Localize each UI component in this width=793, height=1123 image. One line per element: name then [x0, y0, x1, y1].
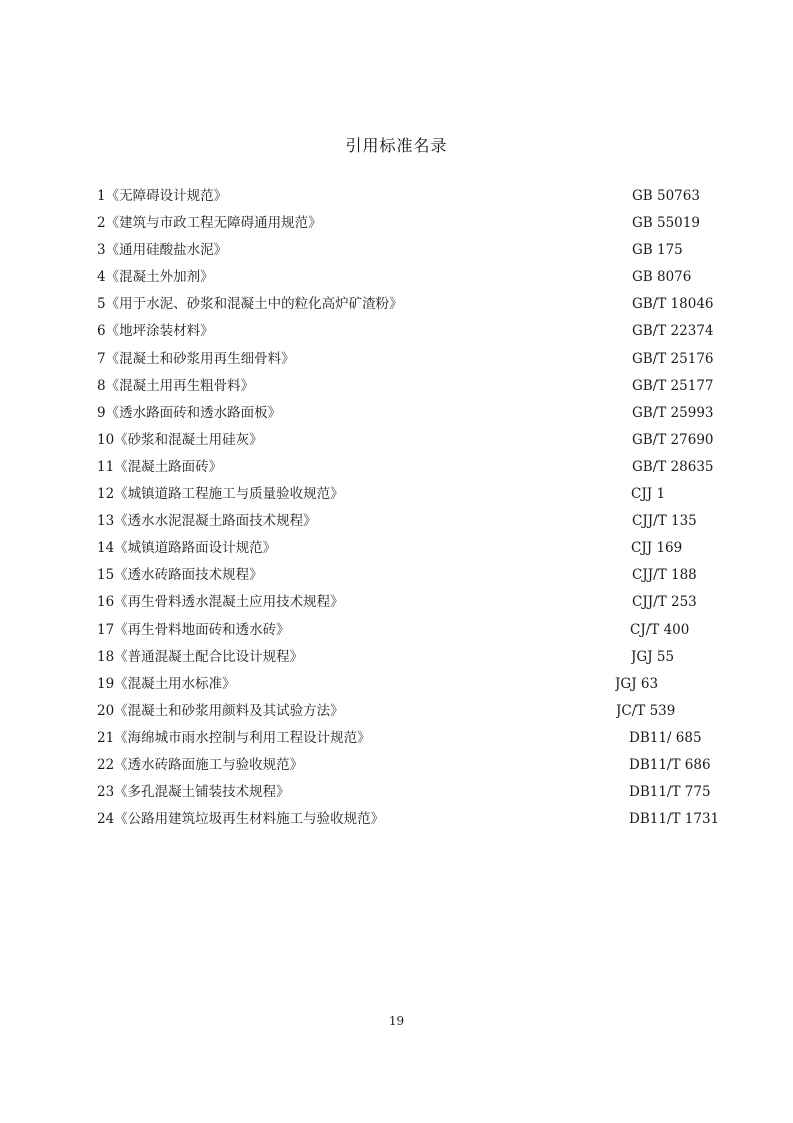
- standard-name: 19《混凝土用水标准》: [97, 675, 236, 692]
- standard-name: 7《混凝土和砂浆用再生细骨料》: [97, 350, 295, 367]
- standard-name: 24《公路用建筑垃圾再生材料施工与验收规范》: [97, 811, 385, 828]
- standard-code: GB/T 18046: [632, 296, 714, 313]
- list-item: [0, 400, 793, 427]
- standard-name: 12《城镇道路工程施工与质量验收规范》: [97, 486, 344, 503]
- list-item: [0, 725, 793, 752]
- standard-name: 14《城镇道路路面设计规范》: [97, 540, 277, 557]
- list-item: [0, 291, 793, 318]
- standard-name: 20《混凝土和砂浆用颜料及其试验方法》: [97, 702, 344, 719]
- standard-name: 5《用于水泥、砂浆和混凝土中的粒化高炉矿渣粉》: [97, 296, 403, 313]
- list-item: [0, 698, 793, 725]
- standard-code: GB/T 25993: [632, 404, 714, 421]
- standard-code: GB/T 25176: [632, 350, 714, 367]
- standard-name: 21《海绵城市雨水控制与利用工程设计规范》: [97, 729, 371, 746]
- standard-name: 15《透水砖路面技术规程》: [97, 567, 263, 584]
- list-item: [0, 535, 793, 562]
- list-item: [0, 779, 793, 806]
- list-item: [0, 806, 793, 833]
- standard-name: 13《透水水泥混凝土路面技术规程》: [97, 513, 317, 530]
- standard-code: GB 175: [632, 242, 683, 259]
- standard-name: 10《砂浆和混凝土用硅灰》: [97, 431, 263, 448]
- standard-code: GB/T 28635: [632, 458, 714, 475]
- standard-name: 8《混凝土用再生粗骨料》: [97, 377, 255, 394]
- list-item: [0, 427, 793, 454]
- standard-code: CJJ/T 135: [632, 513, 697, 530]
- list-item: [0, 183, 793, 210]
- list-item: [0, 752, 793, 779]
- standard-name: 6《地坪涂装材料》: [97, 323, 214, 340]
- list-item: [0, 644, 793, 671]
- standard-name: 16《再生骨料透水混凝土应用技术规程》: [97, 594, 344, 611]
- standard-code: JGJ 63: [615, 675, 659, 692]
- standard-name: 9《透水路面砖和透水路面板》: [97, 404, 282, 421]
- standard-name: 3《通用硅酸盐水泥》: [97, 242, 228, 259]
- standard-code: DB11/ 685: [629, 729, 702, 746]
- list-item: [0, 454, 793, 481]
- list-item: [0, 671, 793, 698]
- list-item: [0, 264, 793, 291]
- list-item: [0, 481, 793, 508]
- list-item: [0, 617, 793, 644]
- standard-name: 11《混凝土路面砖》: [97, 458, 223, 475]
- reference-standards-list: [0, 183, 793, 833]
- standard-name: 1《无障碍设计规范》: [97, 188, 228, 204]
- standard-name: 22《透水砖路面施工与验收规范》: [97, 756, 304, 773]
- page-number: 19: [388, 1014, 405, 1028]
- list-item: [0, 210, 793, 237]
- standard-code: DB11/T 686: [629, 756, 711, 773]
- list-item: [0, 237, 793, 264]
- standard-code: GB/T 27690: [632, 431, 714, 448]
- list-item: [0, 589, 793, 616]
- standard-code: GB 55019: [632, 215, 700, 232]
- standard-code: CJJ/T 253: [632, 594, 697, 611]
- list-item: [0, 318, 793, 345]
- standard-code: CJJ/T 188: [632, 567, 697, 584]
- standard-code: GB/T 22374: [632, 323, 714, 340]
- standard-name: 4《混凝土外加剂》: [97, 269, 214, 286]
- standard-name: 18《普通混凝土配合比设计规程》: [97, 648, 304, 665]
- standard-code: GB 8076: [632, 269, 692, 286]
- standard-code: CJJ 1: [631, 486, 666, 503]
- list-item: [0, 508, 793, 535]
- standard-code: JC/T 539: [616, 702, 676, 719]
- standard-code: GB/T 25177: [632, 377, 714, 394]
- standard-name: 2《建筑与市政工程无障碍通用规范》: [97, 215, 322, 232]
- list-item: [0, 373, 793, 400]
- standard-name: 23《多孔混凝土铺装技术规程》: [97, 784, 290, 801]
- standard-code: CJJ 169: [631, 540, 683, 557]
- standard-code: DB11/T 1731: [629, 811, 720, 828]
- page-title: 引用标准名录: [345, 136, 448, 155]
- standard-name: 17《再生骨料地面砖和透水砖》: [97, 621, 290, 638]
- standard-code: GB 50763: [632, 188, 700, 204]
- list-item: [0, 346, 793, 373]
- standard-code: JGJ 55: [631, 648, 675, 665]
- list-item: [0, 562, 793, 589]
- standard-code: CJ/T 400: [630, 621, 690, 638]
- standard-code: DB11/T 775: [629, 784, 711, 801]
